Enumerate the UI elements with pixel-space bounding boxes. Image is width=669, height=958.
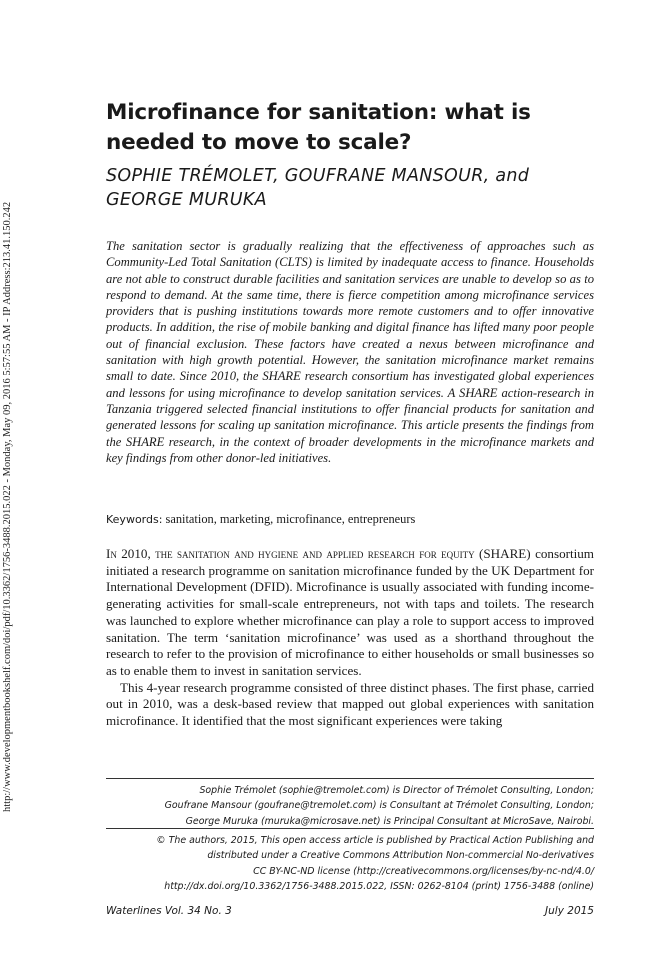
footnote-divider	[106, 778, 594, 779]
copyright-line: http://dx.doi.org/10.3362/1756-3488.2015.022, ISSN: 0262-8104 (print) 1756-3488 (online)	[164, 880, 594, 892]
affiliation-line: George Muruka (muruka@microsave.net) is Principal Consultant at MicroSave, Nairobi.	[185, 815, 594, 827]
author-affiliations	[106, 783, 594, 829]
paragraph-text: (SHARE) consortium initiated a research programme on sanitation microfinance funded by the UK Department for International Development (DFID). Microfinance is usually associated with funding income-generating activities for small-scale entrepreneurs, not with taps and toilets. The research was launched to explore whether microfinance can play a role to support access to improved sanitation. The term ‘sanitation microfinance’ was used as a shorthand throughout the research to refer to the provision of microfinance to either households or small businesses so as to enable them to invest in sanitation services.	[106, 546, 594, 678]
author-list: SOPHIE TRÉMOLET, GOUFRANE MANSOUR, and GEORGE MURUKA	[106, 166, 530, 210]
affiliation-line: Goufrane Mansour (goufrane@tremolet.com) is Consultant at Trémolet Consulting, London;	[164, 800, 594, 812]
article-title: Microfinance for sanitation: what is needed to move to scale?	[106, 100, 531, 155]
publication-date: July 2015	[545, 905, 594, 917]
body-paragraph	[106, 546, 594, 680]
copyright-line: CC BY-NC-ND license (http://creativecommons.org/licenses/by-nc-nd/4.0/	[253, 865, 594, 877]
affiliation-line: Sophie Trémolet (sophie@tremolet.com) is Director of Trémolet Consulting, London;	[199, 785, 594, 796]
copyright-divider	[106, 828, 594, 829]
keywords	[106, 512, 594, 527]
abstract: The sanitation sector is gradually realizing that the effectiveness of approaches such as Community-Led Total Sanitation (CLTS) is limited by inadequate access to finance. Households are not able to construct durable facilities and sanitation services are unable to develop so as to respond to demand. At the same time, there is fierce competition among microfinance services providers that is pushing institutions towards more remote customers and to offer innovative products. In addition, the rise of mobile banking and digital finance has lifted many poor people out of financial exclusion. These factors have created a nexus between microfinance and sanitation with high growth potential. However, the sanitation microfinance market remains small to date. Since 2010, the SHARE research consortium has investigated global experiences and lessons for using microfinance to develop sanitation services. A SHARE action-research in Tanzania triggered selected financial institutions to offer financial products for sanitation and generated lessons for scaling up sanitation microfinance. This article presents the findings from the SHARE research, in the context of broader developments in the microfinance markets and key findings from other donor-led initiatives.	[106, 239, 594, 465]
download-stamp: http://www.developmentbookshelf.com/doi/pdf/10.3362/1756-3488.2015.022 - Monday, May 09, 2016 5:57:55 AM - IP Address:213.41.150.242	[2, 201, 13, 812]
body-paragraph: This 4-year research programme consisted of three distinct phases. The first phase, carried out in 2010, was a desk-based review that mapped out global experiences with sanitation microfinance. It identified that the most significant experiences were taking	[106, 679, 594, 729]
copyright-line: distributed under a Creative Commons Attribution Non-commercial No-derivatives	[207, 850, 594, 862]
paragraph-lead-in: In 2010, the sanitation and hygiene and applied research for equity	[106, 546, 475, 561]
keywords-text: sanitation, marketing, microfinance, entrepreneurs	[165, 512, 416, 526]
copyright-line: © The authors, 2015, This open access article is published by Practical Action Publishing and	[156, 835, 594, 846]
copyright-notice	[106, 833, 594, 894]
article-body	[106, 546, 594, 730]
journal-citation: Waterlines Vol. 34 No. 3	[106, 905, 232, 917]
keywords-label: Keywords:	[106, 513, 163, 526]
